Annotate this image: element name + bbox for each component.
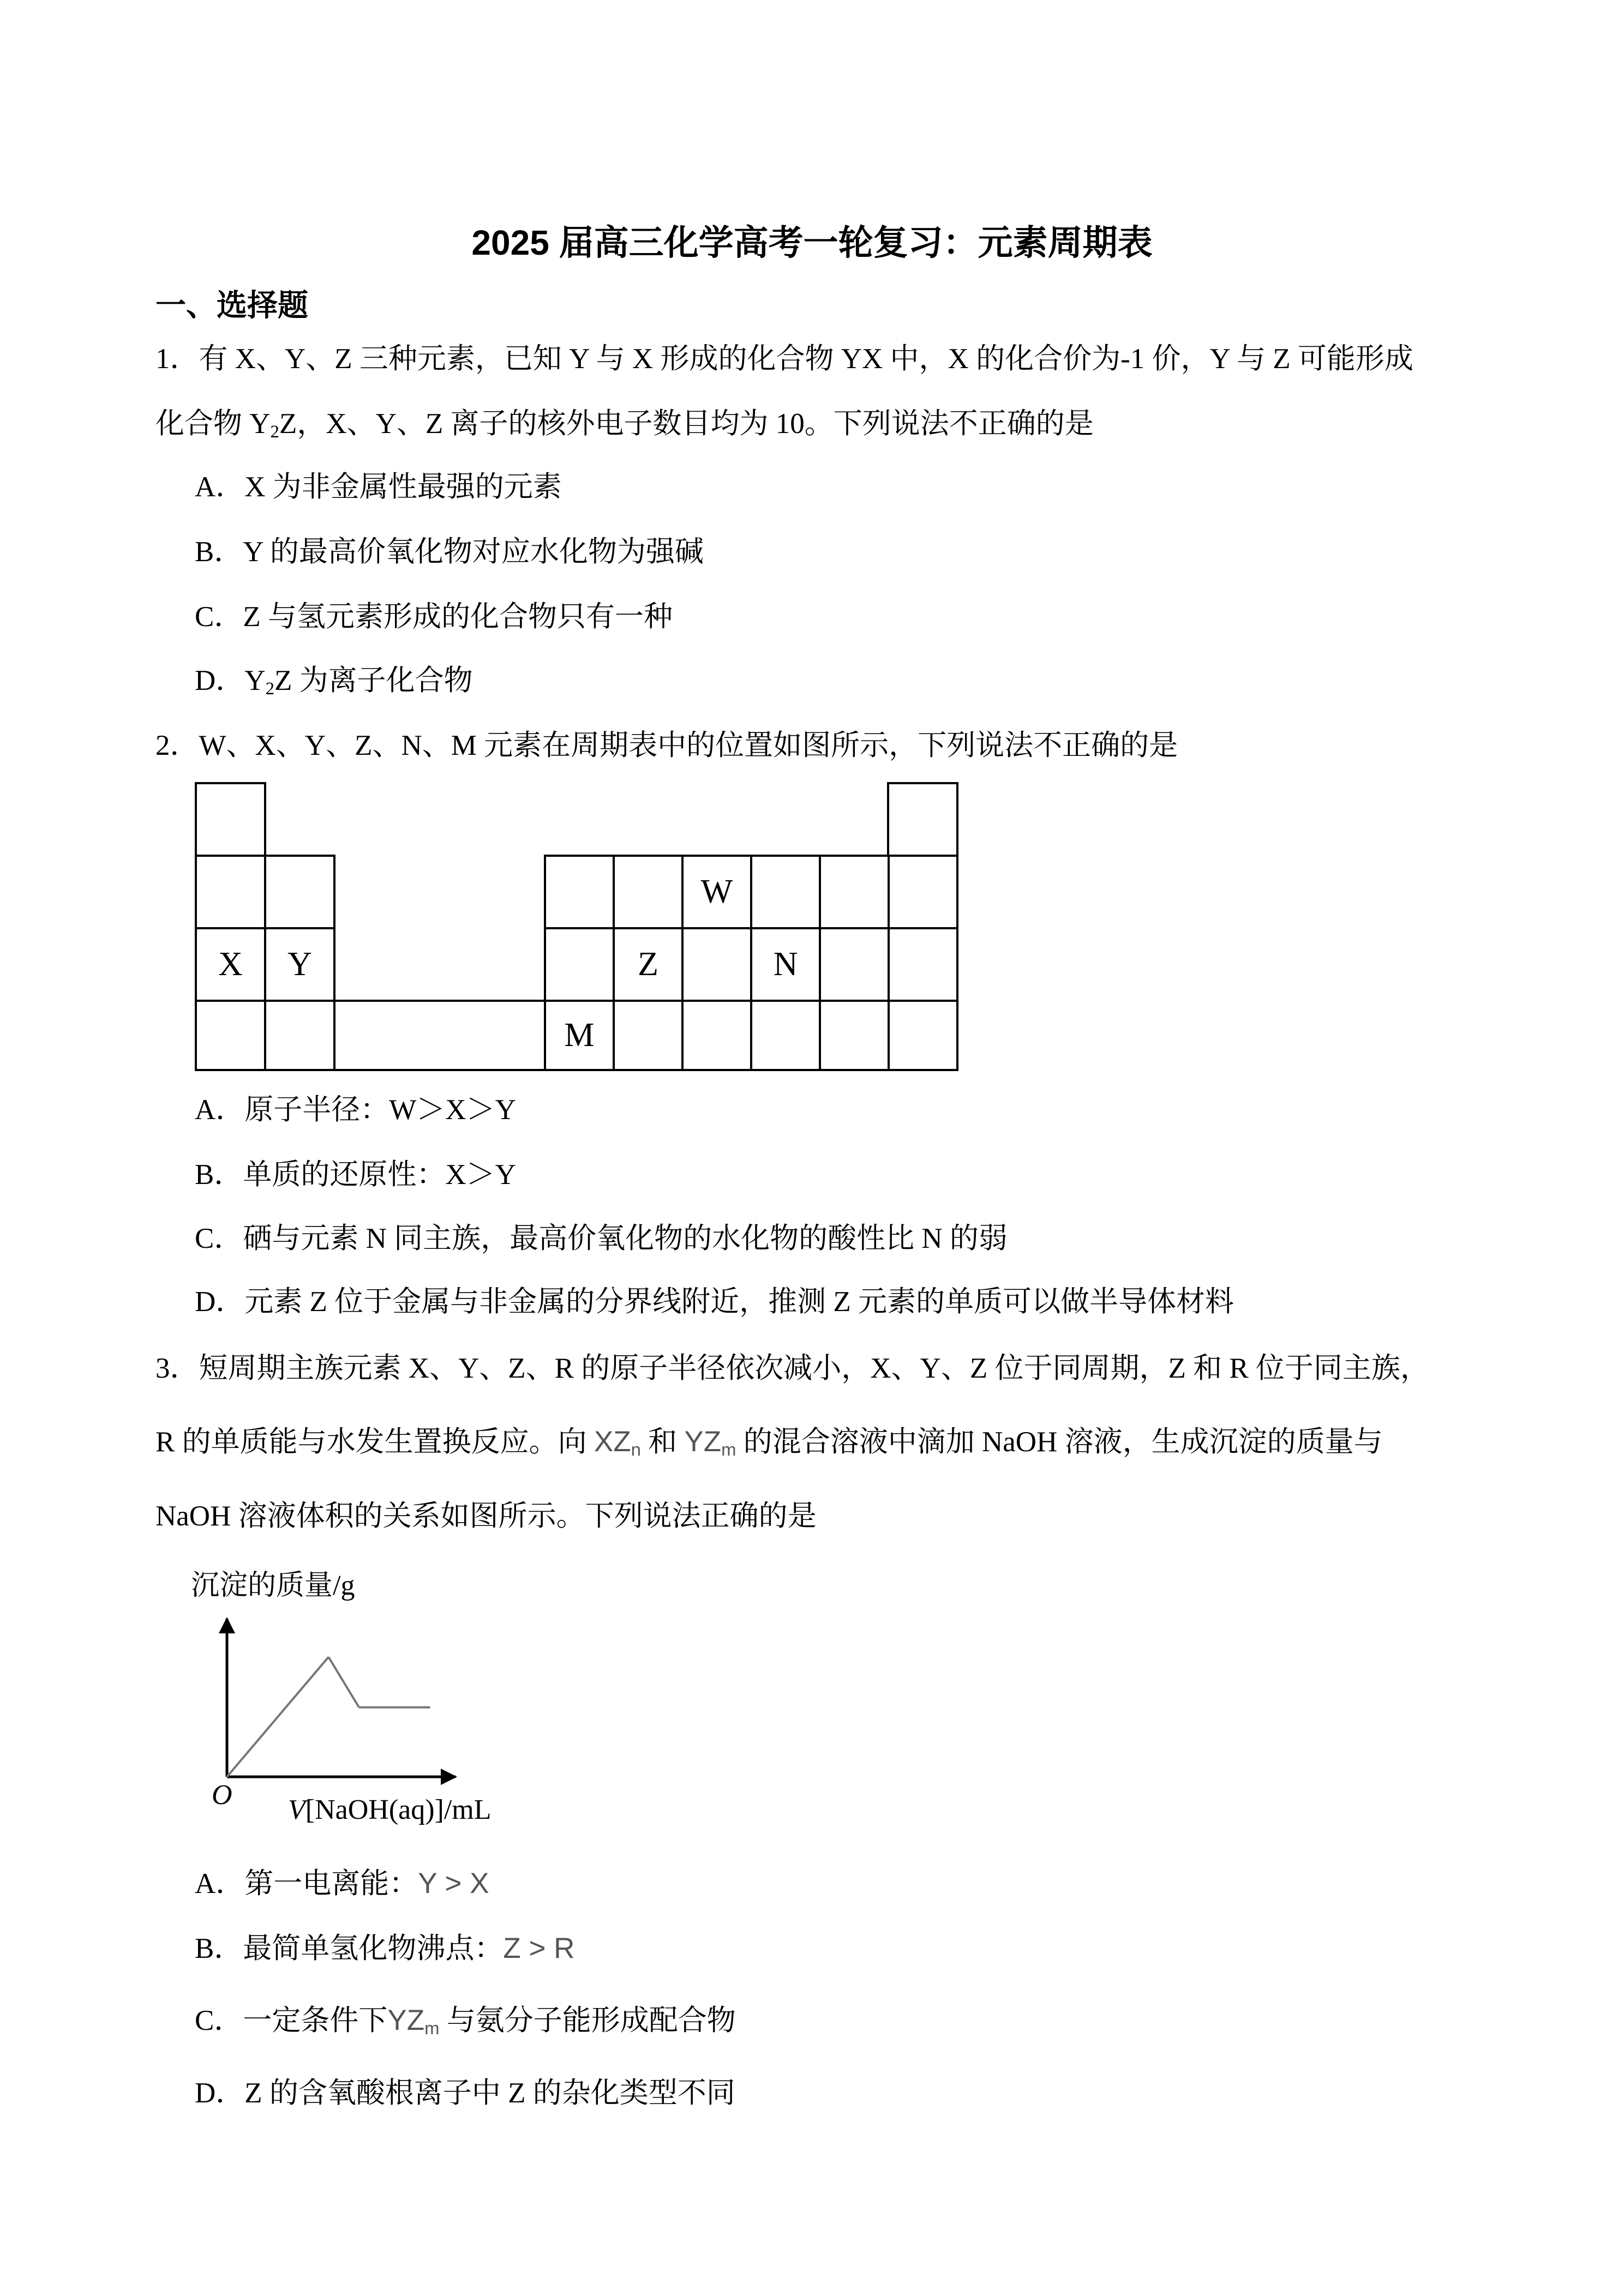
pt-cell: [264, 855, 335, 929]
q3-stem-line2: [155, 1421, 1383, 1463]
pt-cell: [750, 855, 821, 929]
element-label-m: M: [564, 1017, 595, 1054]
q1-option-c: C．Z 与氢元素形成的化合物只有一种: [195, 601, 673, 633]
pt-cell: [681, 1000, 752, 1071]
q2-option-c: C．硒与元素 N 同主族，最高价氧化物的水化物的酸性比 N 的弱: [195, 1223, 1008, 1254]
formula-text: YZ: [684, 1426, 722, 1458]
formula-yzm: [684, 1426, 736, 1458]
periodic-table-diagram: [195, 782, 958, 1071]
x-axis-label-v: V: [288, 1794, 305, 1825]
q1-subscript: 2: [270, 422, 279, 442]
q2-option-d: D．元素 Z 位于金属与非金属的分界线附近，推测 Z 元素的单质可以做半导体材料: [195, 1286, 1235, 1318]
q1-option-a: A．X 为非金属性最强的元素: [195, 471, 562, 503]
element-label-w: W: [700, 873, 733, 910]
q1-text: 化合物 Y: [155, 408, 271, 440]
series-segment: [328, 1657, 359, 1707]
precipitate-mass-chart: [180, 1560, 562, 1832]
pt-cell-transition: [333, 1000, 546, 1071]
pt-cell: [195, 855, 266, 929]
pt-cell: [195, 782, 266, 857]
pt-cell: [613, 855, 684, 929]
q1-option-d-text: D．Y: [195, 665, 266, 696]
formula-text: XZ: [594, 1426, 631, 1458]
q1-option-d-text: Z 为离子化合物: [274, 665, 473, 696]
q3-text: 和: [640, 1426, 685, 1458]
q3-option-b: [195, 1928, 574, 1969]
q3-option-d: D．Z 的含氧酸根离子中 Z 的杂化类型不同: [195, 2077, 735, 2109]
formula-subscript: m: [424, 2018, 440, 2039]
element-label-n: N: [773, 946, 798, 983]
q2-option-b: B．单质的还原性：X＞Y: [195, 1159, 516, 1191]
q3-stem-line3: NaOH 溶液体积的关系如图所示。下列说法正确的是: [155, 1500, 817, 1532]
pt-cell-w: [681, 855, 752, 929]
x-axis-label-text: [NaOH(aq)]/mL: [305, 1794, 492, 1825]
q1-option-d-subscript: 2: [265, 679, 274, 699]
pt-cell: [544, 855, 615, 929]
q3-option-c-text: C．一定条件下: [195, 2005, 388, 2036]
pt-cell: [819, 1000, 890, 1071]
formula-subscript: n: [631, 1439, 641, 1460]
q1-stem-line2: [155, 403, 1094, 444]
formula-yzm: [387, 2004, 440, 2039]
x-axis-label: [288, 1794, 492, 1825]
q3-option-c-text: 与氨分子能形成配合物: [439, 2005, 736, 2036]
element-label-y: Y: [287, 946, 312, 983]
formula-xzn: [594, 1426, 641, 1458]
q1-option-b: B．Y 的最高价氧化物对应水化物为强碱: [195, 536, 704, 568]
element-label-x: X: [218, 946, 243, 983]
q3-text: 的混合溶液中滴加 NaOH 溶液，生成沉淀的质量与: [736, 1426, 1383, 1458]
q2-stem: 2．W、X、Y、Z、N、M 元素在周期表中的位置如图所示，下列说法不正确的是: [155, 730, 1178, 761]
pt-cell: [888, 1000, 958, 1071]
pt-cell: [887, 782, 958, 857]
pt-cell: [819, 855, 890, 929]
pt-cell-y: [264, 927, 335, 1002]
series-line-group: [227, 1657, 430, 1777]
y-axis-label: 沉淀的质量/g: [191, 1570, 355, 1601]
q3-option-b-text: B．最简单氢化物沸点：: [195, 1933, 504, 1964]
origin-label: O: [212, 1780, 232, 1811]
pt-cell: [613, 1000, 684, 1071]
pt-cell-z: [613, 927, 684, 1002]
pt-cell-x: [195, 927, 266, 1002]
q3-text: R 的单质能与水发生置换反应。向: [155, 1426, 594, 1458]
q3-stem-line1: 3．短周期主族元素 X、Y、Z、R 的原子半径依次减小，X、Y、Z 位于同周期，Z 和 R 位于同主族，: [155, 1353, 1429, 1384]
section-heading: 一、选择题: [155, 288, 308, 322]
q1-option-d: [195, 660, 473, 701]
formula-text: YZ: [387, 2004, 425, 2036]
q3-option-c: [195, 2000, 736, 2041]
q3-option-a: [195, 1863, 489, 1904]
pt-cell: [819, 927, 890, 1002]
formula-y-gt-x: Y > X: [418, 1867, 489, 1900]
element-label-z: Z: [638, 946, 658, 983]
q2-option-a: A．原子半径：W＞X＞Y: [195, 1094, 516, 1126]
pt-cell: [888, 855, 958, 929]
pt-cell: [750, 1000, 821, 1071]
q1-stem-line1: 1．有 X、Y、Z 三种元素，已知 Y 与 X 形成的化合物 YX 中，X 的化合价为-1 价，Y 与 Z 可能形成: [155, 343, 1413, 375]
q1-text: Z，X、Y、Z 离子的核外电子数目均为 10。下列说法不正确的是: [279, 408, 1094, 440]
formula-z-gt-r: Z > R: [503, 1932, 575, 1964]
pt-cell-m: [544, 1000, 615, 1071]
series-segment: [227, 1657, 328, 1777]
pt-cell: [888, 927, 958, 1002]
pt-cell: [544, 927, 615, 1002]
pt-cell: [681, 927, 752, 1002]
page-title: 2025 届高三化学高考一轮复习：元素周期表: [471, 223, 1153, 262]
pt-cell: [264, 1000, 335, 1071]
pt-cell-n: [750, 927, 821, 1002]
q3-option-a-text: A．第一电离能：: [195, 1868, 418, 1900]
pt-cell: [195, 1000, 266, 1071]
formula-subscript: m: [721, 1439, 736, 1460]
